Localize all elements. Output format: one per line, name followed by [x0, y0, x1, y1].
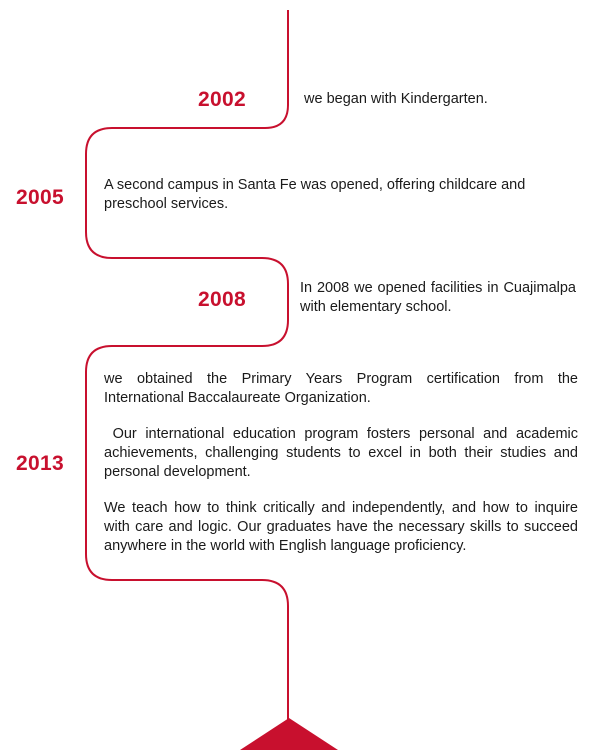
event-2005-text [104, 176, 576, 214]
year-2002: 2002 [198, 88, 246, 111]
event-paragraph: In 2008 we opened facilities in Cuajimalpa with elementary school. [300, 280, 576, 315]
year-2013: 2013 [16, 452, 64, 475]
event-2013-text [104, 370, 583, 556]
event-paragraph: we began with Kindergarten. [304, 91, 488, 107]
event-paragraph: Our international education program fosters personal and academic achievements, challenging students to excel in both their studies and personal development. [104, 426, 583, 480]
year-2008: 2008 [198, 288, 246, 311]
event-paragraph: we obtained the Primary Years Program certification from the International Baccalaureate Organization. [104, 371, 578, 406]
event-paragraph: We teach how to think critically and independently, and how to inquire with care and logic. Our graduates have the necessary skills to succeed anywhere in the world with English language proficiency. [104, 500, 578, 554]
year-2005: 2005 [16, 186, 64, 209]
event-2002-text [304, 90, 584, 109]
event-2008-text [300, 279, 576, 317]
event-paragraph: A second campus in Santa Fe was opened, offering childcare and preschool services. [104, 177, 526, 212]
